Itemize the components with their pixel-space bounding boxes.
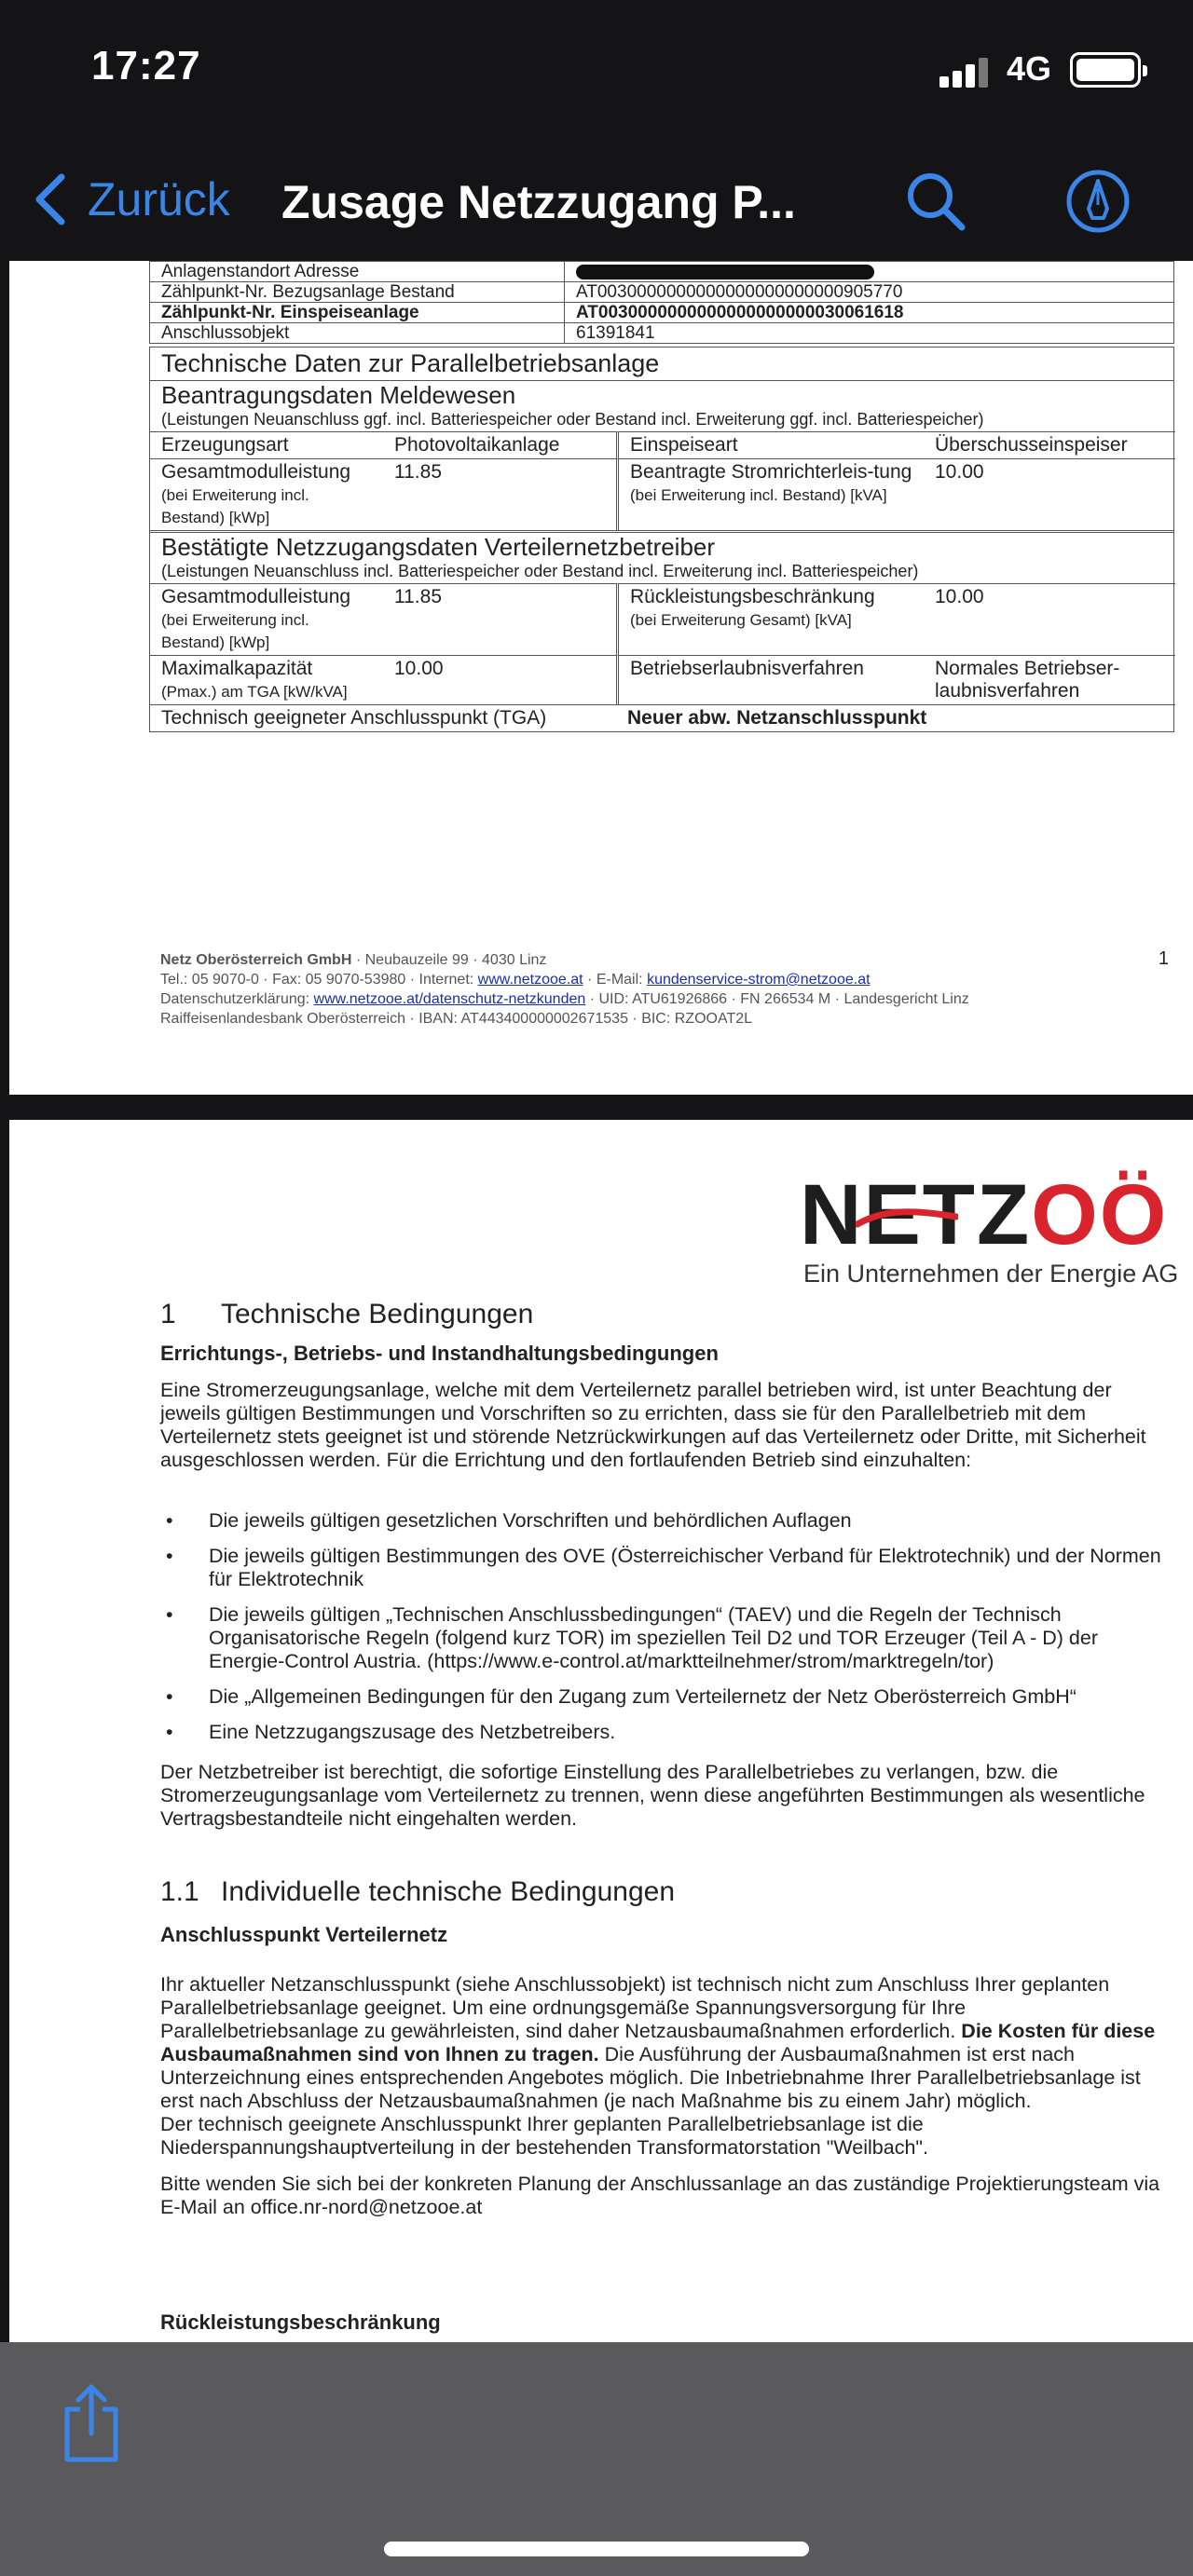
key-label: Gesamtmodulleistung bbox=[161, 461, 351, 483]
key-note: (bei Erweiterung incl. Bestand) [kWp] bbox=[161, 486, 309, 526]
heading-individuelle-bedingungen bbox=[160, 1876, 675, 1908]
heading-number: 1 bbox=[160, 1299, 176, 1329]
anschluss-table bbox=[149, 261, 1174, 344]
cell-value: 10.00 bbox=[924, 458, 1175, 530]
row-value: 61391841 bbox=[565, 323, 1174, 344]
key-label: Maximalkapazität bbox=[161, 658, 313, 679]
row-key: Anschlussobjekt bbox=[150, 323, 565, 344]
page-footer bbox=[160, 950, 969, 1029]
paragraph-kontakt: Bitte wenden Sie sich bei der konkreten Planung der Anschlussanlage an das zuständige Projektierungsteam via E-Mail an office.nr-nord@netzooe.at bbox=[160, 2173, 1160, 2218]
status-bar bbox=[0, 0, 1193, 140]
markup-pen-icon[interactable] bbox=[1064, 168, 1131, 235]
footer-text: Tel.: 05 9070-0 · Fax: 05 9070-53980 · Internet: bbox=[160, 972, 478, 988]
antrag-title: Beantragungsdaten Meldewesen bbox=[161, 381, 516, 409]
row-value: AT0030000000000000000000030061618 bbox=[565, 303, 1174, 323]
paragraph-intro: Eine Stromerzeugungsanlage, welche mit dem Verteilernetz parallel betrieben wird, ist unter Beachtung der jeweils gültigen Bestimmungen und Vorschriften so zu errichten, dass sie für den Parallelbetrieb mit dem Verteilernetz stets geeignet ist und störende Netzrückwirkungen auf das Verteilernetz oder Dritte, mit Sicherheit ausgeschlossen werden. Für die Errichtung und den fortlaufenden Betrieb sind einzuhalten: bbox=[160, 1379, 1146, 1471]
subheading-rueckleistung: Rückleistungsbeschränkung bbox=[160, 2310, 441, 2334]
subheading-errichtung: Errichtungs-, Betriebs- und Instandhaltungsbedingungen bbox=[160, 1342, 719, 1365]
antrag-grid bbox=[150, 431, 1173, 530]
table-row bbox=[150, 303, 1174, 323]
cell-key bbox=[150, 458, 383, 530]
footer-text: · UID: ATU61926866 · FN 266534 M · Landesgericht Linz bbox=[585, 991, 969, 1007]
cell-value: 11.85 bbox=[383, 583, 616, 655]
list-item: • Eine Netzzugangszusage des Netzbetreibers. bbox=[160, 1721, 1176, 1744]
footer-web-link[interactable]: www.netzooe.at bbox=[477, 972, 583, 988]
key-label: Rückleistungsbeschränkung bbox=[630, 586, 875, 607]
tech-data-section bbox=[149, 347, 1174, 732]
bottom-toolbar bbox=[0, 2342, 1193, 2576]
logo-red: OÖ bbox=[1031, 1167, 1169, 1262]
list-item: • Die „Allgemeinen Bedingungen für den Zugang zum Verteilernetz der Netz Oberösterreich GmbH“ bbox=[160, 1685, 1176, 1709]
cell-key bbox=[150, 655, 383, 704]
cell-key bbox=[150, 583, 383, 655]
share-icon[interactable] bbox=[58, 2381, 125, 2465]
key-note: (bei Erweiterung incl. Bestand) [kWp] bbox=[161, 611, 309, 651]
battery-icon bbox=[1070, 52, 1141, 88]
key-note: (bei Erweiterung incl. Bestand) [kVA] bbox=[630, 486, 887, 504]
paragraph-anschluss bbox=[160, 1973, 1167, 2113]
redacted-address bbox=[565, 262, 1174, 282]
paragraph-berechtigt: Der Netzbetreiber ist berechtigt, die sofortige Einstellung des Parallelbetriebes zu verlangen, bzw. die Stromerzeugungsanlage vom Verteilernetz zu trennen, wenn diese angeführten Bestimmungen als wesentliche Vertragsbestandteile nicht eingehalten werden. bbox=[160, 1761, 1145, 1830]
pdf-page-1 bbox=[9, 261, 1193, 1095]
chevron-left-icon bbox=[32, 173, 67, 225]
row-key: Zählpunkt-Nr. Bezugsanlage Bestand bbox=[150, 282, 565, 303]
key-note: (bei Erweiterung Gesamt) [kVA] bbox=[630, 611, 852, 629]
status-time: 17:27 bbox=[91, 43, 201, 89]
back-label: Zurück bbox=[88, 173, 230, 225]
list-item: • Die jeweils gültigen Bestimmungen des OVE (Österreichischer Verband für Elektrotechnik) und der Normen für Elektrotechnik bbox=[160, 1545, 1176, 1591]
cell-key: Einspeiseart bbox=[616, 431, 924, 458]
search-icon[interactable] bbox=[902, 168, 969, 235]
heading-text: Technische Bedingungen bbox=[221, 1299, 534, 1329]
cell-key: Betriebserlaubnisverfahren bbox=[616, 655, 924, 704]
network-label: 4G bbox=[1007, 49, 1052, 88]
cell-value: Überschusseinspeiser bbox=[924, 431, 1175, 458]
list-item: • Die jeweils gültigen gesetzlichen Vorschriften und behördlichen Auflagen bbox=[160, 1509, 1176, 1533]
back-button[interactable] bbox=[32, 171, 230, 227]
row-key: Anlagenstandort Adresse bbox=[150, 262, 565, 282]
cell-value: Neuer abw. Netzanschlusspunkt bbox=[616, 704, 1175, 731]
logo-dark: NETZ bbox=[800, 1167, 1032, 1262]
footer-privacy-link[interactable]: www.netzooe.at/datenschutz-netzkunden bbox=[313, 991, 586, 1007]
logo-subtitle: Ein Unternehmen der Energie AG bbox=[803, 1260, 1179, 1288]
best-grid bbox=[150, 583, 1173, 731]
section-title: Technische Daten zur Parallelbetriebsanlage bbox=[161, 349, 660, 377]
heading-number: 1.1 bbox=[160, 1876, 199, 1907]
table-row bbox=[150, 282, 1174, 303]
navigation-bar bbox=[0, 140, 1193, 261]
footer-text: · E-Mail: bbox=[583, 972, 648, 988]
cell-value: 10.00 bbox=[924, 583, 1175, 655]
pdf-page-2 bbox=[9, 1120, 1193, 2342]
footer-bank: Raiffeisenlandesbank Oberösterreich · IBAN: AT443400000002671535 · BIC: RZOOAT2L bbox=[160, 1011, 753, 1027]
antrag-note: (Leistungen Neuanschluss ggf. incl. Batteriespeicher oder Bestand incl. Erweiterung ggf. incl. Batteriespeicher) bbox=[161, 410, 984, 429]
best-block bbox=[150, 530, 1173, 731]
heading-technische-bedingungen bbox=[160, 1299, 533, 1330]
footer-text: Datenschutzerklärung: bbox=[160, 991, 314, 1007]
paragraph-text: Die Ausführung der Ausbaumaßnahmen ist erst nach Unterzeichnung eines entsprechenden Angebotes möglich. Die Inbetriebnahme Ihrer Parallelbetriebsanlage ist erst nach Abschluss der Netzausbaumaßnahmen (je nach Maßnahme bis zu einem Jahr) möglich. bbox=[160, 2043, 1141, 2112]
netzooe-logo bbox=[800, 1167, 1191, 1301]
key-label: Gesamtmodulleistung bbox=[161, 586, 351, 607]
cell-value: 10.00 bbox=[383, 655, 616, 704]
signal-icon bbox=[939, 56, 995, 88]
heading-text: Individuelle technische Bedingungen bbox=[221, 1876, 676, 1907]
row-value: AT0030000000000000000000000905770 bbox=[565, 282, 1174, 303]
best-title: Bestätigte Netzzugangsdaten Verteilernetzbetreiber bbox=[161, 533, 716, 561]
cell-value: Normales Betriebser-laubnisverfahren bbox=[924, 655, 1175, 704]
cell-value: Photovoltaikanlage bbox=[383, 431, 616, 458]
cell-key bbox=[616, 583, 924, 655]
paragraph-tga: Der technisch geeignete Anschlusspunkt Ihrer geplanten Parallelbetriebsanlage ist die Niederspannungshauptverteilung in der bestehenden Transformatorstation "Weilbach". bbox=[160, 2113, 929, 2159]
key-note: (Pmax.) am TGA [kW/kVA] bbox=[161, 683, 348, 701]
antrag-block bbox=[150, 380, 1173, 530]
row-key: Zählpunkt-Nr. Einspeiseanlage bbox=[150, 303, 565, 323]
cell-key: Erzeugungsart bbox=[150, 431, 383, 458]
key-label: Beantragte Stromrichterleis-tung bbox=[630, 461, 912, 483]
footer-company: Netz Oberösterreich GmbH bbox=[160, 952, 352, 968]
footer-address: · Neubauzeile 99 · 4030 Linz bbox=[351, 952, 547, 968]
table-row bbox=[150, 262, 1174, 282]
page-number: 1 bbox=[1158, 948, 1169, 969]
footer-email-link[interactable]: kundenservice-strom@netzooe.at bbox=[647, 972, 871, 988]
redaction-mark bbox=[576, 265, 874, 279]
paragraph-text: Ihr aktueller Netzanschlusspunkt (siehe Anschlussobjekt) ist technisch nicht zum Anschluss Ihrer geplanten Parallelbetriebsanlage geeignet. Um eine ordnungsgemäße Spannungsversorgung für Ihre Parallelbetriebsanlage zu gewährleisten, sind daher Netzausbaumaßnahmen erforderlich. bbox=[160, 1973, 1110, 2042]
cell-key bbox=[616, 458, 924, 530]
cell-key: Technisch geeigneter Anschlusspunkt (TGA) bbox=[150, 704, 616, 731]
home-indicator[interactable] bbox=[384, 2542, 809, 2556]
best-note: (Leistungen Neuanschluss incl. Batteriespeicher oder Bestand incl. Erweiterung incl. Batteriespeicher) bbox=[161, 562, 919, 580]
requirements-list bbox=[160, 1509, 1176, 1756]
footer-line bbox=[160, 970, 969, 989]
subheading-anschlusspunkt: Anschlusspunkt Verteilernetz bbox=[160, 1923, 448, 1946]
cell-value: 11.85 bbox=[383, 458, 616, 530]
document-title: Zusage Netzzugang P... bbox=[281, 176, 796, 228]
logo-swoosh-icon bbox=[856, 1207, 958, 1230]
table-row bbox=[150, 323, 1174, 344]
footer-line bbox=[160, 989, 969, 1009]
footer-line bbox=[160, 950, 969, 970]
list-item: • Die jeweils gültigen „Technischen Anschlussbedingungen“ (TAEV) und die Regeln der Technisch Organisatorische Regeln (folgend kurz TOR) im speziellen Teil D2 und TOR Erzeuger (Teil A - D) der Energie-Control Austria. (https://www.e-control.at/marktteilnehmer/strom/marktregeln/tor) bbox=[160, 1603, 1176, 1673]
paragraph-bold: Die Kosten für diese Ausbaumaßnahmen sind von Ihnen zu tragen. bbox=[160, 2020, 1156, 2065]
